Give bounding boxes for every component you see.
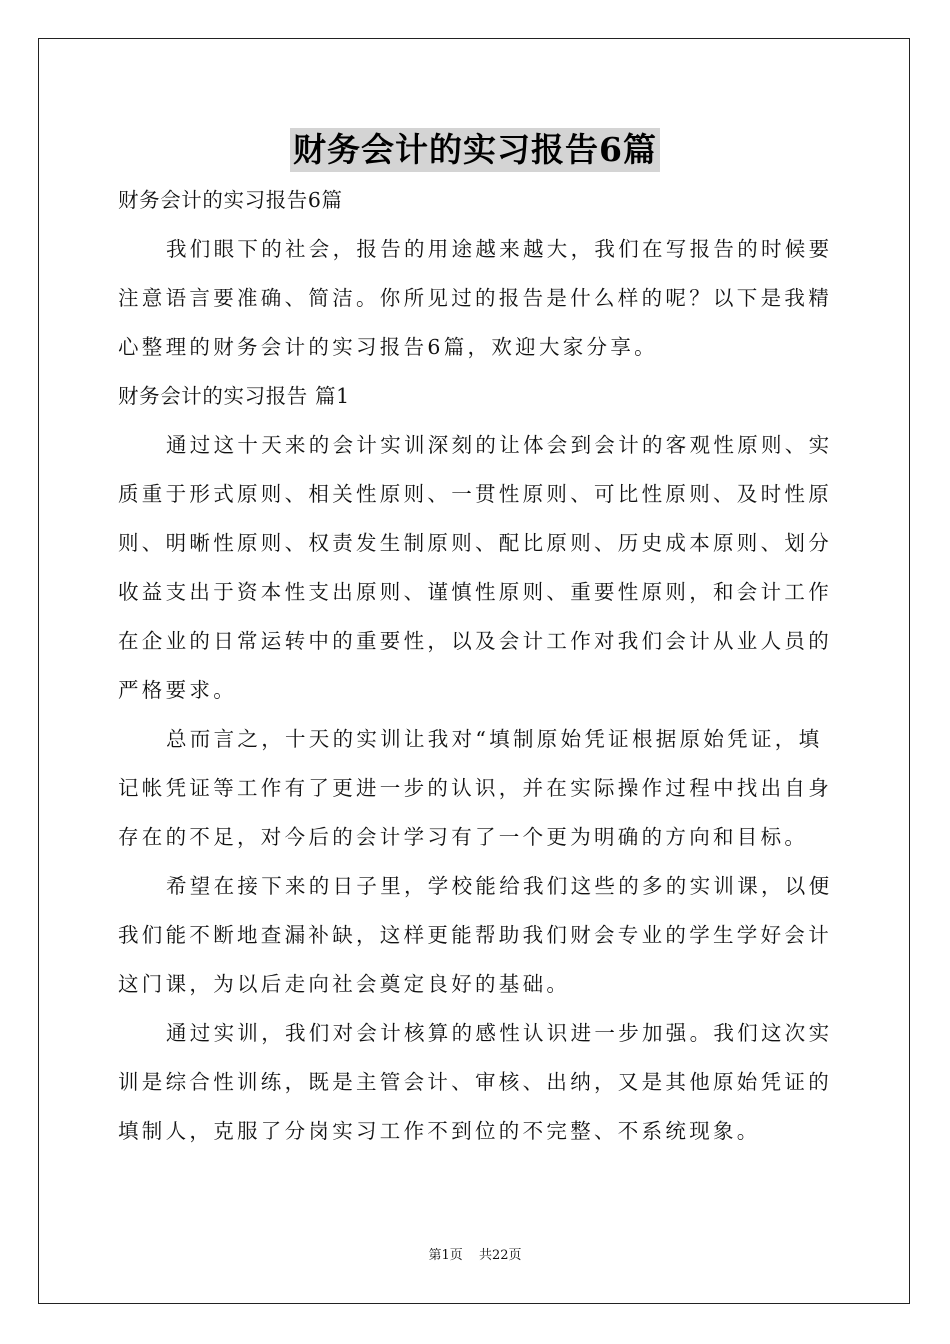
page-total: 共22页	[478, 1248, 522, 1263]
page-number: 第1页	[428, 1248, 463, 1263]
body-paragraph: 通过这十天来的会计实训深刻的让体会到会计的客观性原则、实质重于形式原则、相关性原则、一贯性原则、可比性原则、及时性原则、明晰性原则、权责发生制原则、配比原则、历史成本原则、划分收益支出于资本性支出原则、谨慎性原则、重要性原则，和会计工作在企业的日常运转中的重要性，以及会计工作对我们会计从业人员的严格要求。	[118, 433, 833, 702]
title-area	[0, 128, 950, 172]
document-subtitle: 财务会计的实习报告6篇	[118, 188, 343, 212]
section-heading: 财务会计的实习报告 篇1	[118, 384, 350, 408]
body-paragraph: 总而言之，十天的实训让我对“填制原始凭证根据原始凭证，填记帐凭证等工作有了更进一步的认识，并在实际操作过程中找出自身存在的不足，对今后的会计学习有了一个更为明确的方向和目标。	[118, 727, 832, 849]
intro-paragraph: 我们眼下的社会，报告的用途越来越大，我们在写报告的时候要注意语言要准确、简洁。你所见过的报告是什么样的呢？以下是我精心整理的财务会计的实习报告6篇，欢迎大家分享。	[118, 237, 833, 359]
document-title: 财务会计的实习报告6篇	[290, 128, 660, 172]
body-paragraph: 希望在接下来的日子里，学校能给我们这些的多的实训课，以便我们能不断地查漏补缺，这样更能帮助我们财会专业的学生学好会计这门课，为以后走向社会奠定良好的基础。	[118, 874, 833, 996]
body-paragraph: 通过实训，我们对会计核算的感性认识进一步加强。我们这次实训是综合性训练，既是主管会计、审核、出纳，又是其他原始凭证的填制人，克服了分岗实习工作不到位的不完整、不系统现象。	[118, 1021, 833, 1143]
page-footer	[0, 1244, 950, 1263]
document-body	[118, 176, 833, 1156]
